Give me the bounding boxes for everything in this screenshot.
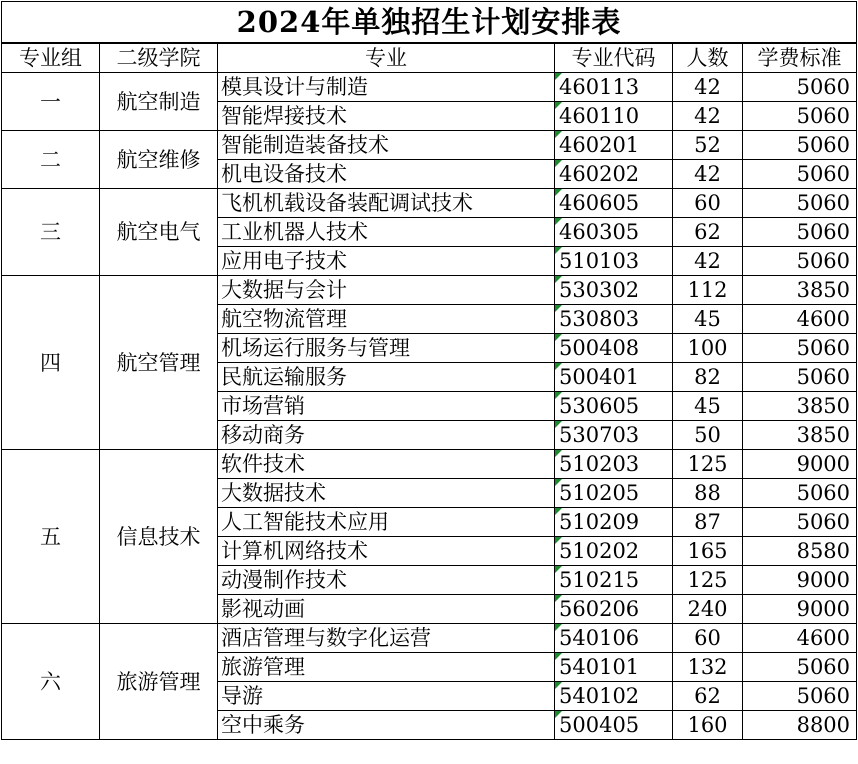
count-cell[interactable]: 60 [673, 189, 743, 218]
number-as-text-indicator-icon [555, 392, 562, 399]
major-cell[interactable]: 空中乘务 [218, 711, 555, 740]
college-cell[interactable]: 航空电气 [100, 189, 218, 276]
number-as-text-indicator-icon [555, 73, 562, 80]
header-row [2, 43, 857, 73]
count-cell[interactable]: 82 [673, 363, 743, 392]
count-cell[interactable]: 87 [673, 508, 743, 537]
code-text: 460110 [559, 104, 640, 128]
count-cell[interactable]: 165 [673, 537, 743, 566]
major-cell[interactable]: 机电设备技术 [218, 160, 555, 189]
group-cell[interactable]: 一 [2, 73, 100, 131]
count-cell[interactable]: 240 [673, 595, 743, 624]
group-cell[interactable]: 三 [2, 189, 100, 276]
major-cell[interactable]: 酒店管理与数字化运营 [218, 624, 555, 653]
college-cell[interactable]: 旅游管理 [100, 624, 218, 740]
fee-cell[interactable]: 5060 [743, 218, 857, 247]
code-cell[interactable] [555, 392, 673, 421]
major-cell[interactable]: 影视动画 [218, 595, 555, 624]
fee-cell[interactable]: 3850 [743, 421, 857, 450]
number-as-text-indicator-icon [555, 595, 562, 602]
code-text: 540101 [559, 655, 640, 679]
fee-cell[interactable]: 5060 [743, 479, 857, 508]
code-text: 530605 [559, 394, 640, 418]
number-as-text-indicator-icon [555, 682, 562, 689]
code-cell[interactable] [555, 160, 673, 189]
group-cell[interactable]: 五 [2, 450, 100, 624]
number-as-text-indicator-icon [555, 508, 562, 515]
major-cell[interactable]: 航空物流管理 [218, 305, 555, 334]
code-text: 510209 [559, 510, 640, 534]
code-text: 460605 [559, 191, 640, 215]
number-as-text-indicator-icon [555, 131, 562, 138]
code-text: 530703 [559, 423, 640, 447]
code-cell[interactable] [555, 305, 673, 334]
major-cell[interactable]: 飞机机载设备装配调试技术 [218, 189, 555, 218]
fee-cell[interactable]: 5060 [743, 102, 857, 131]
count-cell[interactable]: 62 [673, 682, 743, 711]
code-cell[interactable] [555, 131, 673, 160]
number-as-text-indicator-icon [555, 537, 562, 544]
group-cell[interactable]: 四 [2, 276, 100, 450]
code-cell[interactable] [555, 189, 673, 218]
major-cell[interactable]: 市场营销 [218, 392, 555, 421]
code-cell[interactable] [555, 73, 673, 102]
college-cell[interactable]: 航空制造 [100, 73, 218, 131]
major-cell[interactable]: 计算机网络技术 [218, 537, 555, 566]
code-text: 510215 [559, 568, 640, 592]
count-cell[interactable]: 45 [673, 392, 743, 421]
major-cell[interactable]: 人工智能技术应用 [218, 508, 555, 537]
code-cell[interactable] [555, 276, 673, 305]
code-text: 510202 [559, 539, 640, 563]
fee-cell[interactable]: 5060 [743, 508, 857, 537]
fee-cell[interactable]: 9000 [743, 450, 857, 479]
number-as-text-indicator-icon [555, 363, 562, 370]
table-row [2, 624, 857, 653]
header-fee[interactable]: 学费标准 [743, 43, 857, 73]
fee-cell[interactable]: 5060 [743, 334, 857, 363]
fee-cell[interactable]: 5060 [743, 131, 857, 160]
code-text: 460113 [559, 75, 640, 99]
count-cell[interactable]: 132 [673, 653, 743, 682]
fee-cell[interactable]: 5060 [743, 247, 857, 276]
header-major[interactable]: 专业 [218, 43, 555, 73]
major-cell[interactable]: 动漫制作技术 [218, 566, 555, 595]
count-cell[interactable]: 60 [673, 624, 743, 653]
number-as-text-indicator-icon [555, 189, 562, 196]
number-as-text-indicator-icon [555, 479, 562, 486]
fee-cell[interactable]: 3850 [743, 392, 857, 421]
major-cell[interactable]: 工业机器人技术 [218, 218, 555, 247]
code-text: 510103 [559, 249, 640, 273]
code-text: 510205 [559, 481, 640, 505]
fee-cell[interactable]: 5060 [743, 73, 857, 102]
count-cell[interactable]: 45 [673, 305, 743, 334]
count-cell[interactable]: 125 [673, 450, 743, 479]
count-cell[interactable]: 42 [673, 247, 743, 276]
number-as-text-indicator-icon [555, 160, 562, 167]
number-as-text-indicator-icon [555, 711, 562, 718]
code-cell[interactable] [555, 624, 673, 653]
major-cell[interactable]: 机场运行服务与管理 [218, 334, 555, 363]
code-text: 500401 [559, 365, 640, 389]
code-cell[interactable] [555, 247, 673, 276]
count-cell[interactable]: 112 [673, 276, 743, 305]
number-as-text-indicator-icon [555, 102, 562, 109]
code-text: 530302 [559, 278, 640, 302]
major-cell[interactable]: 应用电子技术 [218, 247, 555, 276]
code-text: 560206 [559, 597, 640, 621]
code-cell[interactable] [555, 682, 673, 711]
major-cell[interactable]: 软件技术 [218, 450, 555, 479]
major-cell[interactable]: 大数据与会计 [218, 276, 555, 305]
major-cell[interactable]: 民航运输服务 [218, 363, 555, 392]
spreadsheet [1, 1, 857, 762]
fee-cell[interactable]: 4600 [743, 305, 857, 334]
college-cell[interactable]: 航空管理 [100, 276, 218, 450]
header-group[interactable]: 专业组 [2, 43, 100, 73]
fee-cell[interactable]: 8580 [743, 537, 857, 566]
code-text: 460305 [559, 220, 640, 244]
fee-cell[interactable]: 8800 [743, 711, 857, 740]
code-cell[interactable] [555, 537, 673, 566]
table-row [2, 450, 857, 479]
count-cell[interactable]: 88 [673, 479, 743, 508]
number-as-text-indicator-icon [555, 334, 562, 341]
number-as-text-indicator-icon [555, 276, 562, 283]
count-cell[interactable]: 42 [673, 102, 743, 131]
number-as-text-indicator-icon [555, 247, 562, 254]
major-cell[interactable]: 移动商务 [218, 421, 555, 450]
table-row [2, 276, 857, 305]
major-cell[interactable]: 智能焊接技术 [218, 102, 555, 131]
count-cell[interactable]: 100 [673, 334, 743, 363]
group-cell[interactable]: 六 [2, 624, 100, 740]
college-cell[interactable]: 信息技术 [100, 450, 218, 624]
code-cell[interactable] [555, 479, 673, 508]
major-cell[interactable]: 大数据技术 [218, 479, 555, 508]
code-text: 510203 [559, 452, 640, 476]
count-cell[interactable]: 42 [673, 160, 743, 189]
count-cell[interactable]: 42 [673, 73, 743, 102]
code-cell[interactable] [555, 421, 673, 450]
count-cell[interactable]: 50 [673, 421, 743, 450]
table-row [2, 73, 857, 102]
code-cell[interactable] [555, 711, 673, 740]
code-text: 540102 [559, 684, 640, 708]
code-cell[interactable] [555, 218, 673, 247]
fee-cell[interactable]: 3850 [743, 276, 857, 305]
table-row [2, 189, 857, 218]
number-as-text-indicator-icon [555, 624, 562, 631]
code-text: 500408 [559, 336, 640, 360]
header-college[interactable]: 二级学院 [100, 43, 218, 73]
fee-cell[interactable]: 5060 [743, 682, 857, 711]
code-cell[interactable] [555, 334, 673, 363]
code-cell[interactable] [555, 508, 673, 537]
code-text: 500405 [559, 713, 640, 737]
major-cell[interactable]: 智能制造装备技术 [218, 131, 555, 160]
group-cell[interactable]: 二 [2, 131, 100, 189]
major-cell[interactable]: 模具设计与制造 [218, 73, 555, 102]
fee-cell[interactable]: 5060 [743, 189, 857, 218]
code-cell[interactable] [555, 653, 673, 682]
count-cell[interactable]: 160 [673, 711, 743, 740]
fee-cell[interactable]: 5060 [743, 363, 857, 392]
code-cell[interactable] [555, 566, 673, 595]
number-as-text-indicator-icon [555, 305, 562, 312]
count-cell[interactable]: 62 [673, 218, 743, 247]
enrollment-plan-table [1, 1, 857, 740]
code-cell[interactable] [555, 102, 673, 131]
code-text: 460201 [559, 133, 640, 157]
table-row [2, 131, 857, 160]
fee-cell[interactable]: 9000 [743, 595, 857, 624]
major-cell[interactable]: 旅游管理 [218, 653, 555, 682]
code-cell[interactable] [555, 363, 673, 392]
title-row [2, 2, 857, 44]
code-text: 460202 [559, 162, 640, 186]
code-cell[interactable] [555, 595, 673, 624]
fee-cell[interactable]: 5060 [743, 653, 857, 682]
number-as-text-indicator-icon [555, 218, 562, 225]
fee-cell[interactable]: 5060 [743, 160, 857, 189]
major-cell[interactable]: 导游 [218, 682, 555, 711]
sheet-title[interactable]: 2024年单独招生计划安排表 [2, 2, 857, 44]
number-as-text-indicator-icon [555, 566, 562, 573]
fee-cell[interactable]: 4600 [743, 624, 857, 653]
code-text: 540106 [559, 626, 640, 650]
code-text: 530803 [559, 307, 640, 331]
number-as-text-indicator-icon [555, 450, 562, 457]
code-cell[interactable] [555, 450, 673, 479]
header-code[interactable]: 专业代码 [555, 43, 673, 73]
number-as-text-indicator-icon [555, 421, 562, 428]
number-as-text-indicator-icon [555, 653, 562, 660]
count-cell[interactable]: 52 [673, 131, 743, 160]
count-cell[interactable]: 125 [673, 566, 743, 595]
college-cell[interactable]: 航空维修 [100, 131, 218, 189]
fee-cell[interactable]: 9000 [743, 566, 857, 595]
header-count[interactable]: 人数 [673, 43, 743, 73]
